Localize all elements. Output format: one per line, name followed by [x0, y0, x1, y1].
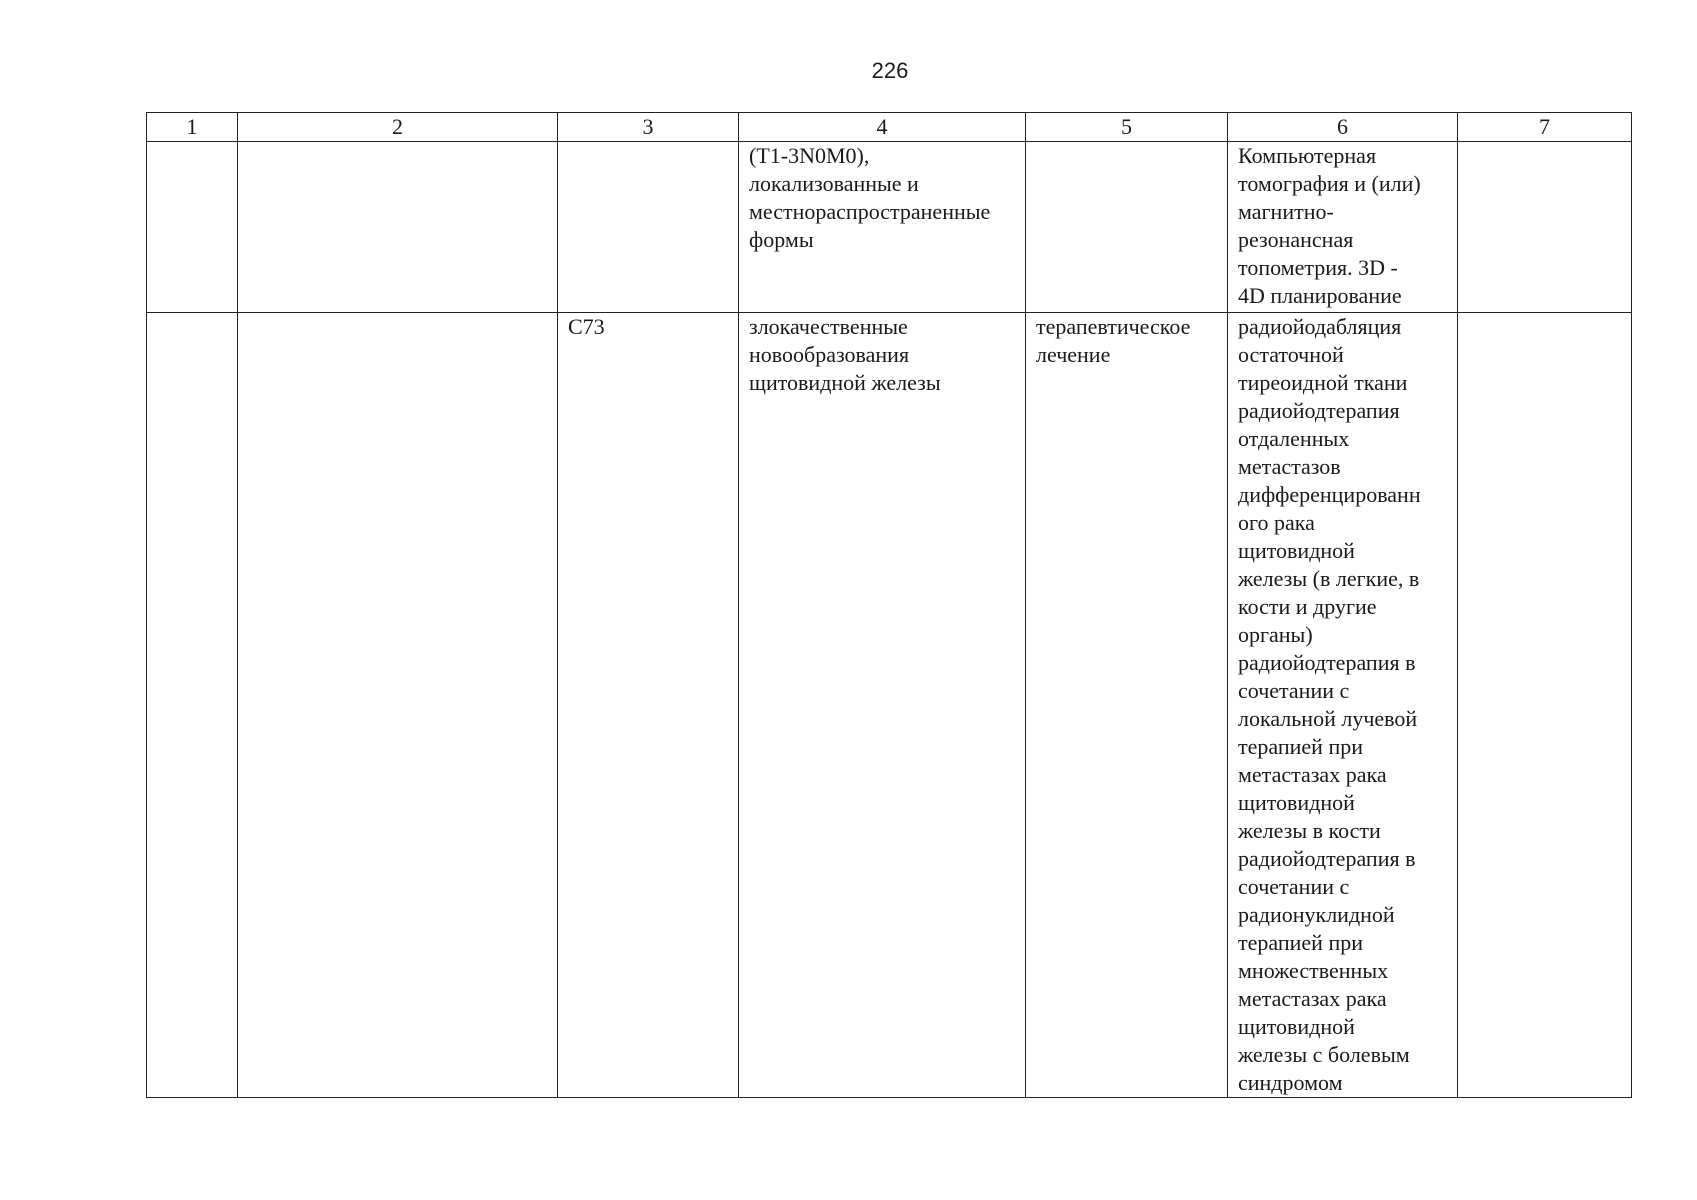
- column-header-7: 7: [1458, 113, 1632, 142]
- cell-line: щитовидной железы: [749, 370, 941, 395]
- cell-col6: [1228, 313, 1458, 1098]
- cell-line: 4D планирование: [1238, 283, 1402, 308]
- cell-line: органы): [1238, 622, 1313, 647]
- column-header-5: 5: [1026, 113, 1228, 142]
- cell-line: метастазов: [1238, 454, 1341, 479]
- cell-line: (T1-3N0M0),: [749, 143, 870, 168]
- cell-line: радиойодтерапия: [1238, 398, 1400, 423]
- column-header-4: 4: [739, 113, 1026, 142]
- cell-line: магнитно-: [1238, 199, 1334, 224]
- cell-line: местнораспространенные: [749, 199, 991, 224]
- cell-line: метастазах рака: [1238, 762, 1387, 787]
- cell-line: радиойодабляция: [1238, 314, 1402, 339]
- cell-line: щитовидной: [1238, 1014, 1355, 1039]
- cell-line: топометрия. 3D -: [1238, 255, 1398, 280]
- column-header-3: 3: [558, 113, 739, 142]
- cell-line: Компьютерная: [1238, 143, 1377, 168]
- table-row: [147, 142, 1632, 313]
- page-number: 226: [871, 58, 909, 83]
- cell-col3: [558, 142, 739, 313]
- cell-line: терапией при: [1238, 930, 1363, 955]
- cell-line: дифференцированн: [1238, 482, 1421, 507]
- cell-col1: [147, 313, 238, 1098]
- cell-line: щитовидной: [1238, 538, 1355, 563]
- cell-line: резонансная: [1238, 227, 1354, 252]
- cell-col7: [1458, 313, 1632, 1098]
- cell-line: остаточной: [1238, 342, 1344, 367]
- cell-line: множественных: [1238, 958, 1389, 983]
- cell-col2: [238, 313, 558, 1098]
- cell-line: новообразования: [749, 342, 910, 367]
- cell-line: метастазах рака: [1238, 986, 1387, 1011]
- table-header-row: [147, 113, 1632, 142]
- cell-line: локализованные и: [749, 171, 919, 196]
- cell-line: радиойодтерапия в: [1238, 650, 1416, 675]
- cell-line: томография и (или): [1238, 171, 1421, 196]
- cell-col6: [1228, 142, 1458, 313]
- column-header-2: 2: [238, 113, 558, 142]
- cell-col5: [1026, 142, 1228, 313]
- cell-line: отдаленных: [1238, 426, 1350, 451]
- cell-col4: [739, 313, 1026, 1098]
- column-header-6: 6: [1228, 113, 1458, 142]
- cell-line: синдромом: [1238, 1070, 1343, 1095]
- cell-col1: [147, 142, 238, 313]
- cell-line: терапевтическое: [1036, 314, 1191, 339]
- cell-line: сочетании с: [1238, 678, 1350, 703]
- cell-line: формы: [749, 227, 814, 252]
- cell-line: радиойодтерапия в: [1238, 846, 1416, 871]
- column-header-1: 1: [147, 113, 238, 142]
- cell-line: сочетании с: [1238, 874, 1350, 899]
- cell-line: железы в кости: [1238, 818, 1381, 843]
- cell-line: лечение: [1036, 342, 1111, 367]
- cell-line: щитовидной: [1238, 790, 1355, 815]
- cell-line: злокачественные: [749, 314, 908, 339]
- cell-line: кости и другие: [1238, 594, 1377, 619]
- cell-col4: [739, 142, 1026, 313]
- cell-line: терапией при: [1238, 734, 1363, 759]
- document-table: [146, 112, 1632, 1098]
- cell-line: железы (в легкие, в: [1238, 566, 1420, 591]
- cell-line: тиреоидной ткани: [1238, 370, 1408, 395]
- cell-col5: [1026, 313, 1228, 1098]
- cell-col3: C73: [558, 313, 739, 1098]
- cell-col7: [1458, 142, 1632, 313]
- cell-line: радионуклидной: [1238, 902, 1395, 927]
- table-row: [147, 313, 1632, 1098]
- cell-col2: [238, 142, 558, 313]
- cell-line: локальной лучевой: [1238, 706, 1418, 731]
- cell-line: железы с болевым: [1238, 1042, 1410, 1067]
- cell-line: ого рака: [1238, 510, 1315, 535]
